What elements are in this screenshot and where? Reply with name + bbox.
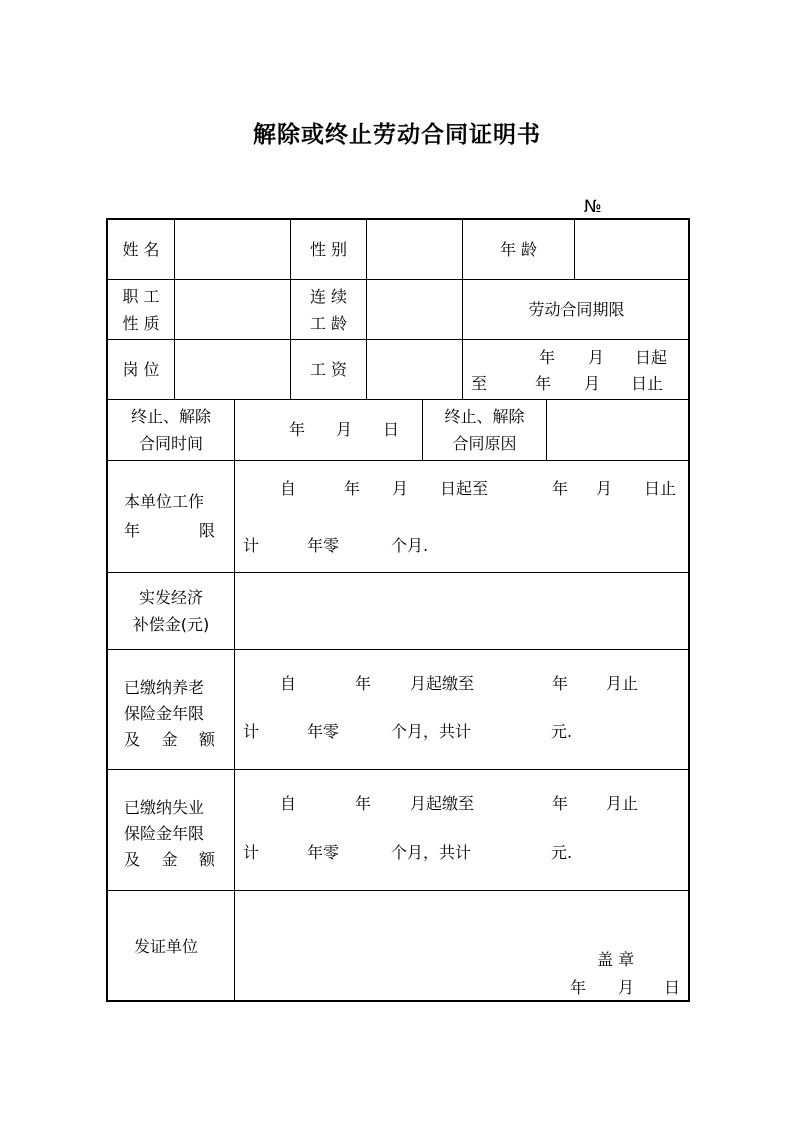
contract-period-field[interactable] xyxy=(462,339,690,399)
position-label: 岗 位 xyxy=(108,339,174,399)
pension-start-month: 月起缴至 xyxy=(410,674,475,693)
termination-reason-label xyxy=(422,399,546,460)
continuous-years-label xyxy=(290,279,366,339)
unemployment-total: 计 xyxy=(243,843,260,862)
termination-reason-line1: 终止、解除 xyxy=(444,407,525,426)
issue-month: 月 xyxy=(618,978,635,997)
work-total-years: 年零 xyxy=(307,536,340,555)
pension-start-year: 年 xyxy=(355,674,372,693)
compensation-field[interactable] xyxy=(234,572,690,649)
unemployment-label-line1: 已缴纳失业 xyxy=(124,798,205,817)
termination-time-line1: 终止、解除 xyxy=(130,407,211,426)
job-nature-line2: 性 质 xyxy=(122,313,160,333)
pension-label-line3 xyxy=(124,732,215,748)
issuer-field[interactable] xyxy=(234,890,690,1002)
contract-period-label: 劳动合同期限 xyxy=(462,279,690,339)
unemployment-label-line3 xyxy=(124,852,215,868)
termination-time-field[interactable] xyxy=(234,399,422,460)
work-end-year: 年 xyxy=(552,479,569,498)
termination-time-label xyxy=(108,399,234,460)
pension-field[interactable] xyxy=(234,649,690,769)
termination-reason-line2: 合同原因 xyxy=(452,434,517,453)
termination-month: 月 xyxy=(336,420,353,439)
pension-label-ji: 及 xyxy=(124,730,141,749)
work-from: 自 xyxy=(280,479,297,498)
period-end-year: 年 xyxy=(535,374,552,393)
pension-total-amount: 元. xyxy=(551,722,573,741)
compensation-line1: 实发经济 xyxy=(138,588,203,607)
work-total-months: 个月. xyxy=(391,536,429,555)
termination-reason-field[interactable] xyxy=(546,399,690,460)
page-title: 解除或终止劳动合同证明书 xyxy=(253,121,541,148)
pension-total-years: 年零 xyxy=(307,722,340,741)
period-start-day: 日起 xyxy=(635,348,668,367)
gender-field[interactable] xyxy=(366,220,462,279)
work-years-field[interactable] xyxy=(234,460,690,572)
issue-day: 日 xyxy=(664,978,681,997)
job-nature-field[interactable] xyxy=(174,279,290,339)
name-label: 姓 名 xyxy=(122,239,160,259)
work-years-label-limit: 限 xyxy=(198,521,215,540)
period-start-month: 月 xyxy=(588,348,605,367)
work-years-label-line2 xyxy=(124,523,215,539)
unemployment-field[interactable] xyxy=(234,769,690,890)
unemployment-start-month: 月起缴至 xyxy=(410,794,475,813)
work-end-day: 日止 xyxy=(644,479,677,498)
age-label: 年 龄 xyxy=(462,220,574,279)
issuer-label-cell xyxy=(108,890,234,1002)
unemployment-label xyxy=(108,769,234,890)
unemployment-label-jin: 金 xyxy=(161,850,178,869)
pension-total-months: 个月，共计 xyxy=(391,722,472,741)
work-start-day: 日起至 xyxy=(440,479,489,498)
work-years-label xyxy=(108,460,234,572)
unemployment-start-year: 年 xyxy=(355,794,372,813)
pension-total: 计 xyxy=(243,722,260,741)
pension-label-line1: 已缴纳养老 xyxy=(124,678,205,697)
pension-from: 自 xyxy=(280,674,297,693)
compensation-label xyxy=(108,572,234,649)
termination-time-line2: 合同时间 xyxy=(138,434,203,453)
salary-label: 工 资 xyxy=(290,339,366,399)
unemployment-total-years: 年零 xyxy=(307,843,340,862)
unemployment-end-month: 月止 xyxy=(606,794,639,813)
document-number-label: № xyxy=(584,197,602,217)
compensation-line2: 补偿金(元) xyxy=(132,615,210,634)
job-nature-label xyxy=(108,279,174,339)
pension-end-month: 月止 xyxy=(606,674,639,693)
job-nature-line1: 职 工 xyxy=(122,286,160,306)
continuous-years-field[interactable] xyxy=(366,279,462,339)
pension-label xyxy=(108,649,234,769)
termination-day: 日 xyxy=(383,420,400,439)
period-start-year: 年 xyxy=(539,348,556,367)
period-end-day: 日止 xyxy=(631,374,664,393)
work-start-month: 月 xyxy=(392,479,409,498)
issue-year: 年 xyxy=(570,978,587,997)
continuous-years-line2: 工 龄 xyxy=(309,313,348,333)
seal-label: 盖 章 xyxy=(597,950,635,969)
unemployment-end-year: 年 xyxy=(552,794,569,813)
gender-label: 性 别 xyxy=(290,220,366,279)
pension-label-e: 额 xyxy=(198,730,215,749)
pension-end-year: 年 xyxy=(552,674,569,693)
work-years-label-line1: 本单位工作 xyxy=(124,492,205,511)
period-end-month: 月 xyxy=(584,374,601,393)
unemployment-label-ji: 及 xyxy=(124,850,141,869)
work-end-month: 月 xyxy=(596,479,613,498)
work-start-year: 年 xyxy=(344,479,361,498)
continuous-years-line1: 连 续 xyxy=(309,286,348,306)
issuer-label: 发证单位 xyxy=(134,937,199,956)
period-to: 至 xyxy=(471,374,488,393)
salary-field[interactable] xyxy=(366,339,462,399)
name-field[interactable] xyxy=(174,220,290,279)
unemployment-label-line2: 保险金年限 xyxy=(124,824,205,843)
unemployment-label-e: 额 xyxy=(198,850,215,869)
unemployment-total-amount: 元. xyxy=(551,843,573,862)
age-field[interactable] xyxy=(574,220,690,279)
certificate-form xyxy=(106,218,690,1002)
position-field[interactable] xyxy=(174,339,290,399)
pension-label-jin: 金 xyxy=(161,730,178,749)
work-total: 计 xyxy=(243,536,260,555)
pension-label-line2: 保险金年限 xyxy=(124,704,205,723)
unemployment-from: 自 xyxy=(280,794,297,813)
termination-year: 年 xyxy=(289,420,306,439)
unemployment-total-months: 个月，共计 xyxy=(391,843,472,862)
work-years-label-year: 年 xyxy=(124,521,141,540)
